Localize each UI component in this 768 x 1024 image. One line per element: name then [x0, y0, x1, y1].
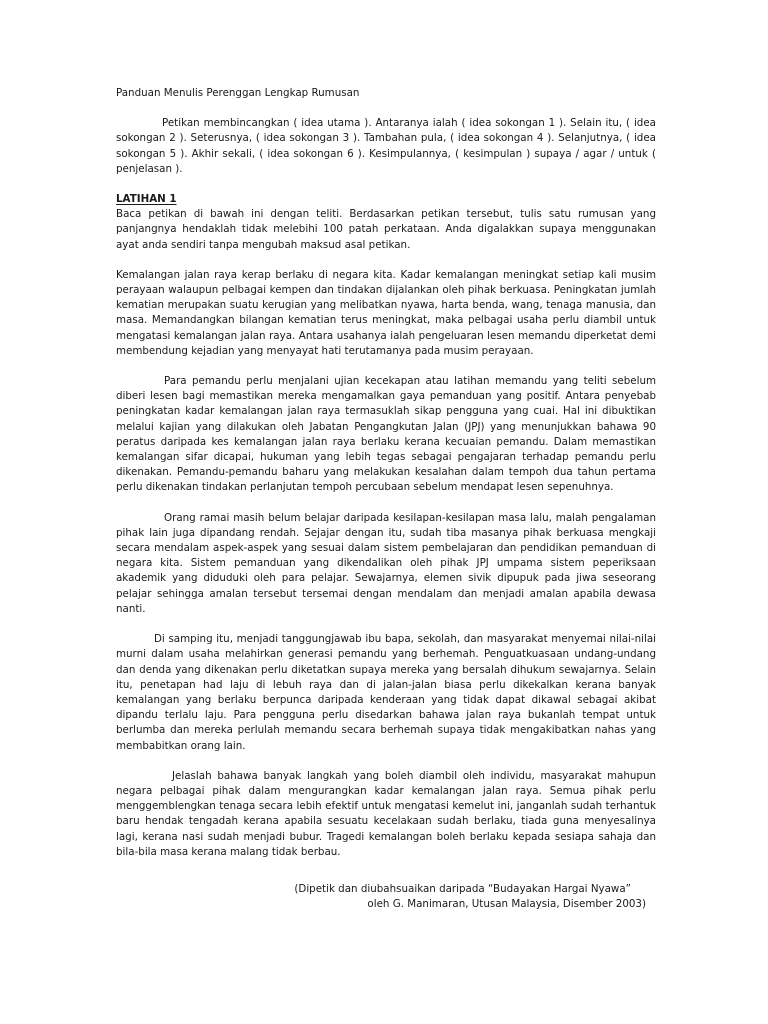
guide-paragraph: Petikan membincangkan ( idea utama ). Antaranya ialah ( idea sokongan 1 ). Selain itu, ( idea sokongan 2 ). Seterusnya, ( idea sokongan 3 ). Tambahan pula, ( idea sokongan 4 ). Selanjutnya, ( idea sokongan 5 ). Akhir sekali, ( idea sokongan 6 ). Kesimpulannya, ( kesimpulan ) supaya / agar / untuk ( penjelasan ). — [116, 117, 656, 175]
source-line-2: oleh G. Manimaran, Utusan Malaysia, Disember 2003) — [367, 898, 646, 911]
instruction-paragraph: Baca petikan di bawah ini dengan teliti. Berdasarkan petikan tersebut, tulis satu rumusan yang panjangnya hendaklah tidak melebihi 100 patah perkataan. Anda digalakkan supaya menggunakan ayat anda sendiri tanpa mengubah maksud asal petikan. — [116, 208, 656, 251]
passage-paragraph-4: Di samping itu, menjadi tanggungjawab ibu bapa, sekolah, dan masyarakat menyemai nilai-nilai murni dalam usaha melahirkan generasi pemandu yang berhemah. Penguatkuasaan undang-undang dan denda yang dikenakan perlu diketatkan supaya mereka yang bersalah dihukum sewajarnya. Selain itu, penetapan had laju di lebuh raya dan di jalan-jalan biasa perlu dikekalkan kerana banyak kemalangan yang berlaku berpunca daripada kenderaan yang tidak dapat dikawal sebagai akibat dipandu terlalu laju. Para pengguna perlu disedarkan bahawa jalan raya bukanlah tempat untuk berlumba dan mereka perlulah memandu secara berhemah supaya tidak mengakibatkan nahas yang membabitkan orang lain. — [116, 633, 656, 752]
source-line-1: (Dipetik dan diubahsuaikan daripada “Budayakan Hargai Nyawa” — [294, 882, 631, 895]
exercise-heading: LATIHAN 1 — [116, 193, 177, 206]
passage-paragraph-2: Para pemandu perlu menjalani ujian kecekapan atau latihan memandu yang teliti sebelum diberi lesen bagi memastikan mereka mengamalkan gaya pemanduan yang positif. Antara penyebab peningkatan kadar kemalangan jalan raya termasuklah sikap pengguna yang cuai. Hal ini dibuktikan melalui kajian yang dilakukan oleh Jabatan Pengangkutan Jalan (JPJ) yang menunjukkan bahawa 90 peratus daripada kes kemalangan jalan raya berlaku kerana kecuaian pemandu. Dalam memastikan kemalangan sifar dicapai, hukuman yang lebih tegas sebagai pengajaran terhadap pemandu perlu dikenakan. Pemandu-pemandu baharu yang melakukan kesalahan dalam tempoh dua tahun pertama perlu dikenakan tindakan perlanjutan tempoh percubaan sebelum mendapat lesen sepenuhnya. — [116, 375, 656, 494]
document-page — [116, 86, 656, 912]
passage-paragraph-3: Orang ramai masih belum belajar daripada kesilapan-kesilapan masa lalu, malah pengalaman pihak lain juga dipandang rendah. Sejajar dengan itu, sudah tiba masanya pihak berkuasa mengkaji secara mendalam aspek-aspek yang sesuai dalam sistem pembelajaran dan pendidikan pemanduan di negara kita. Sistem pemanduan yang dikendalikan oleh pihak JPJ umpama sistem peperiksaan akademik yang diduduki oleh para pelajar. Sewajarnya, elemen sivik dipupuk pada jiwa seseorang pelajar sehingga amalan tersebut tersemai dengan mendalam dan menjadi amalan apabila dewasa nanti. — [116, 511, 656, 615]
document-title: Panduan Menulis Perenggan Lengkap Rumusan — [116, 87, 360, 99]
passage-paragraph-1: Kemalangan jalan raya kerap berlaku di negara kita. Kadar kemalangan meningkat setiap kali musim perayaan walaupun pelbagai kempen dan tindakan dijalankan oleh pihak berkuasa. Peningkatan jumlah kematian merupakan suatu kerugian yang melibatkan nyawa, harta benda, wang, tenaga manusia, dan masa. Memandangkan bilangan kematian terus meningkat, maka pelbagai usaha perlu diambil untuk mengatasi kemalangan jalan raya. Antara usahanya ialah pengeluaran lesen memandu diperketat demi membendung kejadian yang menyayat hati terutamanya pada musim perayaan. — [116, 268, 656, 357]
passage-paragraph-5: Jelaslah bahawa banyak langkah yang boleh diambil oleh individu, masyarakat mahupun negara pelbagai pihak dalam mengurangkan kadar kemalangan jalan raya. Semua pihak perlu menggemblengkan tenaga secara lebih efektif untuk mengatasi kemelut ini, janganlah sudah terhantuk baru hendak tengadah kerana apabila sesuatu kecelakaan sudah berlaku, tiada guna menyesalinya lagi, kerana nasi sudah menjadi bubur. Tragedi kemalangan boleh berlaku kepada sesiapa sahaja dan bila-bila masa kerana malang tidak berbau. — [116, 769, 656, 858]
source-citation — [116, 882, 656, 912]
